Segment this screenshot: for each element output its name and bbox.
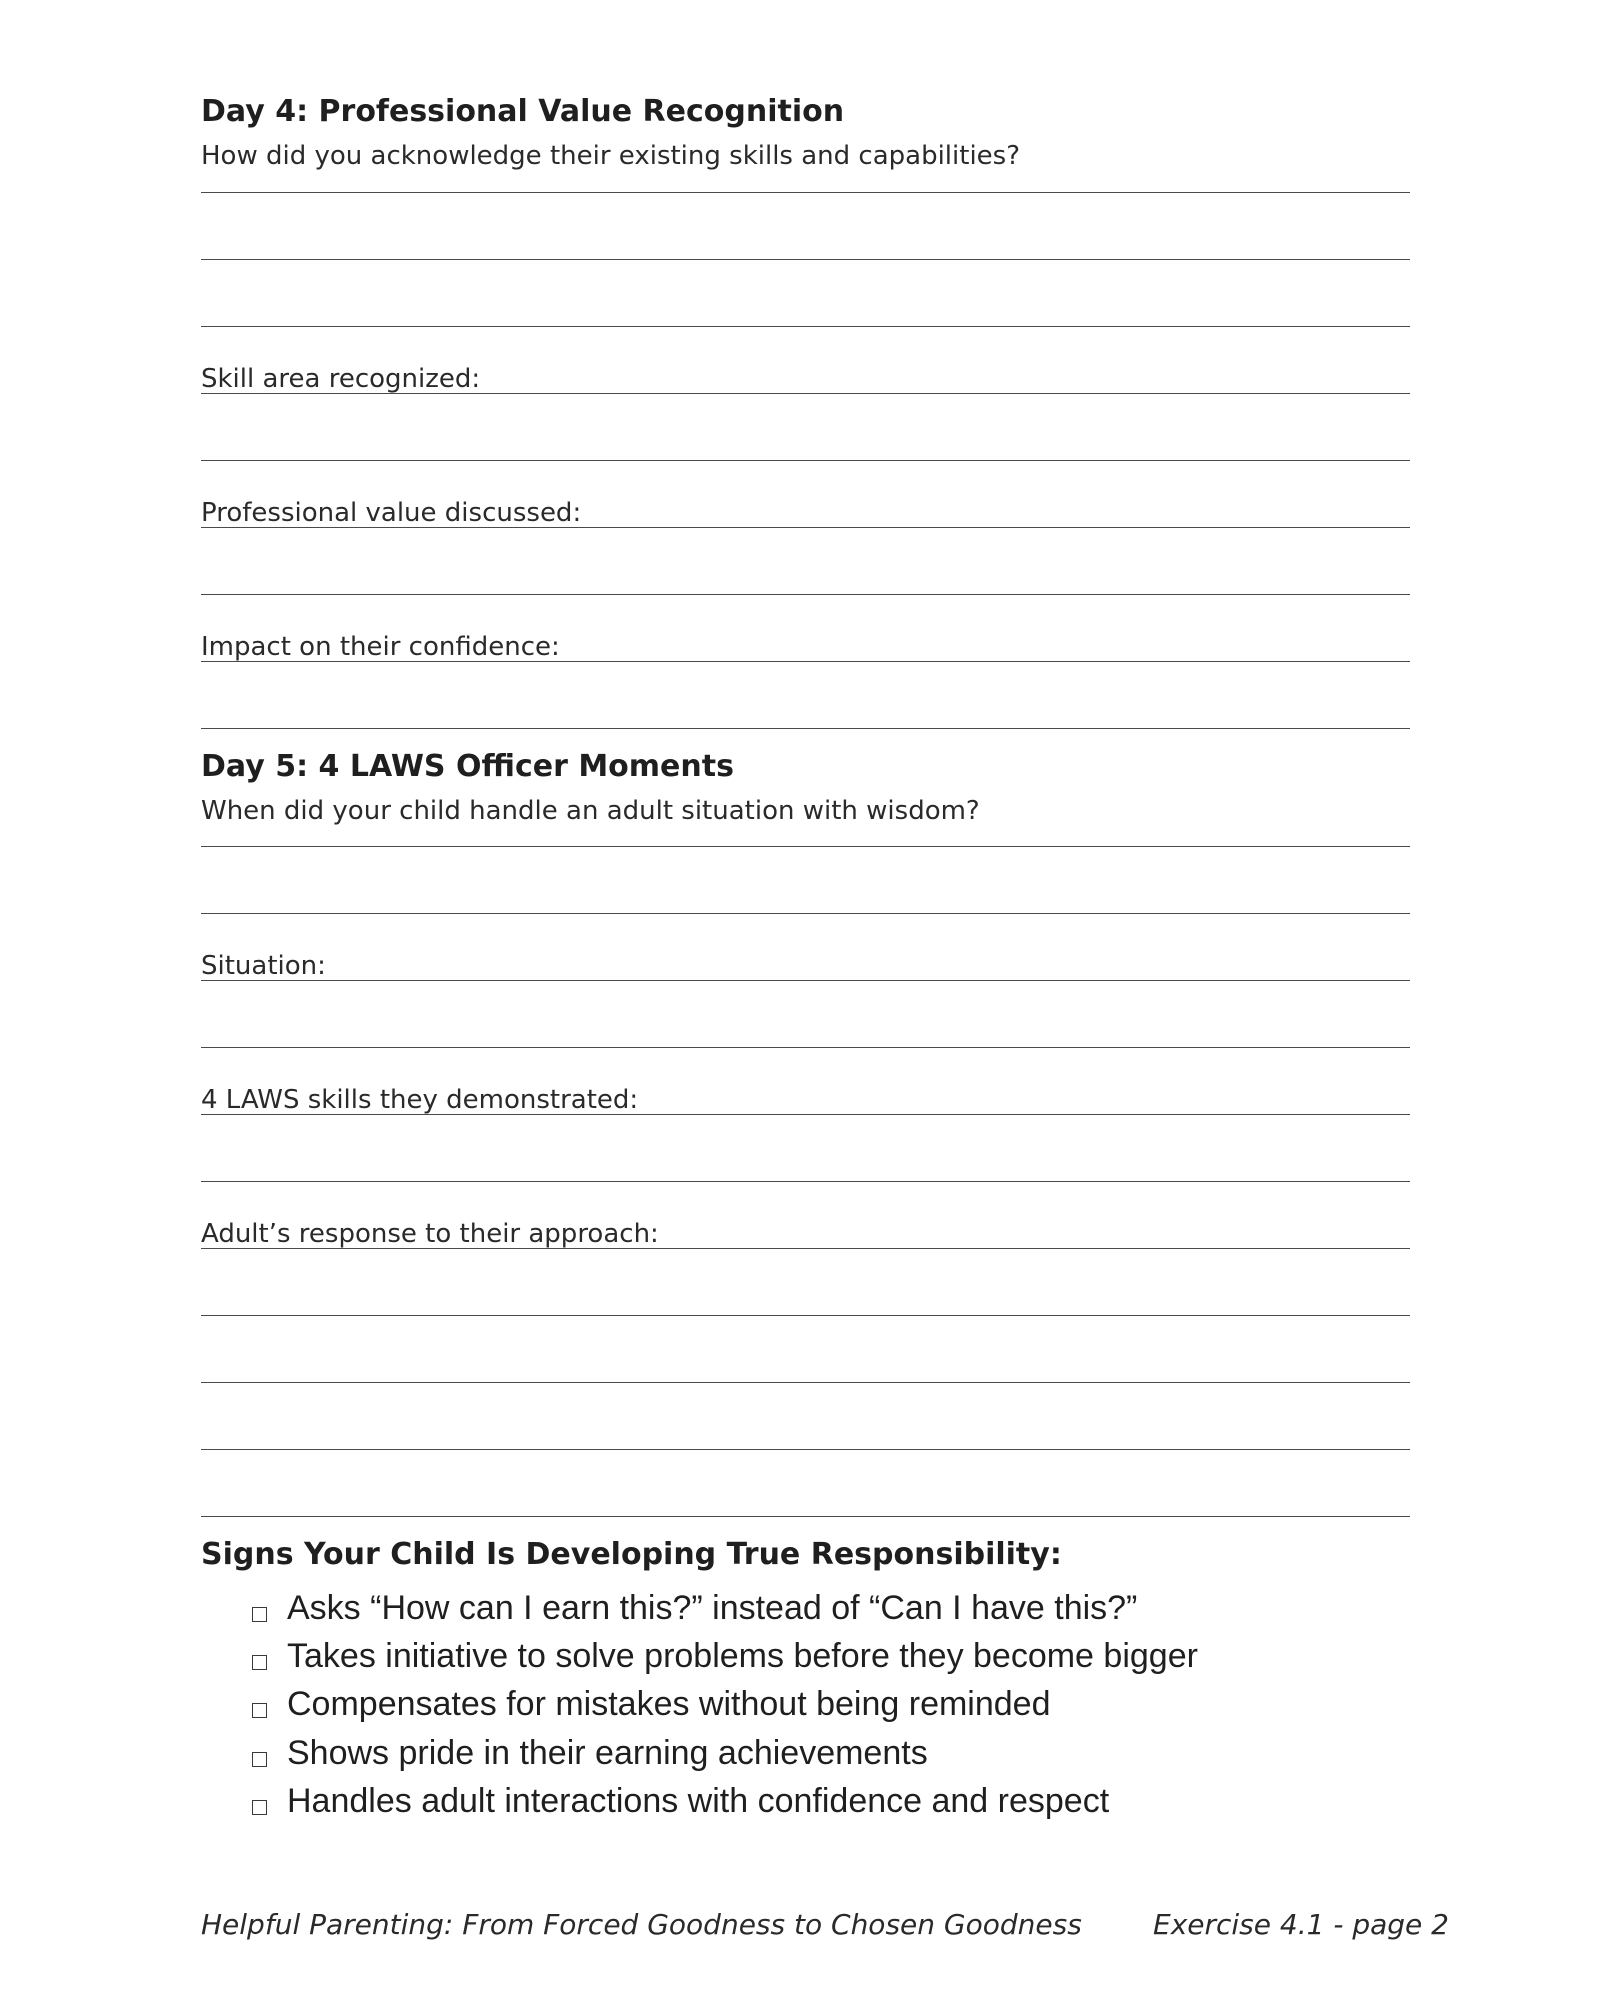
checkbox-icon[interactable]	[252, 1752, 267, 1767]
footer-page-label: Exercise 4.1 - page 2	[1153, 1908, 1449, 1941]
signs-heading: Signs Your Child Is Developing True Responsibility:	[201, 1537, 1062, 1572]
laws-skills-line-2[interactable]	[201, 1181, 1410, 1182]
day5-prompt: When did your child handle an adult situation with wisdom?	[201, 796, 980, 826]
checklist-item-text: Takes initiative to solve problems before they become bigger	[287, 1637, 1198, 1675]
skill-area-line[interactable]	[201, 393, 1410, 394]
professional-value-line-2[interactable]	[201, 594, 1410, 595]
impact-confidence-label: Impact on their confidence:	[201, 632, 560, 662]
adult-response-line-4[interactable]	[201, 1449, 1410, 1450]
adult-response-line-2[interactable]	[201, 1315, 1410, 1316]
checklist-item-text: Shows pride in their earning achievements	[287, 1734, 928, 1772]
checklist-item[interactable]	[252, 1585, 1137, 1631]
checklist-item[interactable]	[252, 1681, 1051, 1727]
adult-response-label: Adult’s response to their approach:	[201, 1219, 659, 1249]
laws-skills-line[interactable]	[201, 1114, 1410, 1115]
day4-answer-line-3[interactable]	[201, 326, 1410, 327]
day4-prompt: How did you acknowledge their existing skills and capabilities?	[201, 141, 1021, 171]
day5-heading: Day 5: 4 LAWS Officer Moments	[201, 749, 734, 784]
laws-skills-label: 4 LAWS skills they demonstrated:	[201, 1085, 639, 1115]
checkbox-icon[interactable]	[252, 1703, 267, 1718]
day4-answer-line-2[interactable]	[201, 259, 1410, 260]
footer-book-title: Helpful Parenting: From Forced Goodness to Chosen Goodness	[201, 1908, 1082, 1941]
professional-value-line[interactable]	[201, 527, 1410, 528]
skill-area-line-2[interactable]	[201, 460, 1410, 461]
checklist-item-text: Handles adult interactions with confidence and respect	[287, 1782, 1110, 1820]
impact-confidence-line-2[interactable]	[201, 728, 1410, 729]
situation-line[interactable]	[201, 980, 1410, 981]
day4-heading: Day 4: Professional Value Recognition	[201, 94, 845, 129]
checklist-item-text: Compensates for mistakes without being reminded	[287, 1685, 1051, 1723]
day4-answer-line-1[interactable]	[201, 192, 1410, 193]
checkbox-icon[interactable]	[252, 1655, 267, 1670]
situation-line-2[interactable]	[201, 1047, 1410, 1048]
checklist-item-text: Asks “How can I earn this?” instead of “Can I have this?”	[287, 1589, 1138, 1627]
checkbox-icon[interactable]	[252, 1800, 267, 1815]
impact-confidence-line[interactable]	[201, 661, 1410, 662]
checklist-item[interactable]	[252, 1778, 1109, 1824]
adult-response-line-5[interactable]	[201, 1516, 1410, 1517]
checklist-item[interactable]	[252, 1633, 1198, 1679]
professional-value-label: Professional value discussed:	[201, 498, 582, 528]
skill-area-label: Skill area recognized:	[201, 364, 481, 394]
day5-answer-line-2[interactable]	[201, 913, 1410, 914]
day5-answer-line-1[interactable]	[201, 846, 1410, 847]
adult-response-line[interactable]	[201, 1248, 1410, 1249]
situation-label: Situation:	[201, 951, 326, 981]
checklist-item[interactable]	[252, 1730, 928, 1776]
adult-response-line-3[interactable]	[201, 1382, 1410, 1383]
checkbox-icon[interactable]	[252, 1607, 267, 1622]
